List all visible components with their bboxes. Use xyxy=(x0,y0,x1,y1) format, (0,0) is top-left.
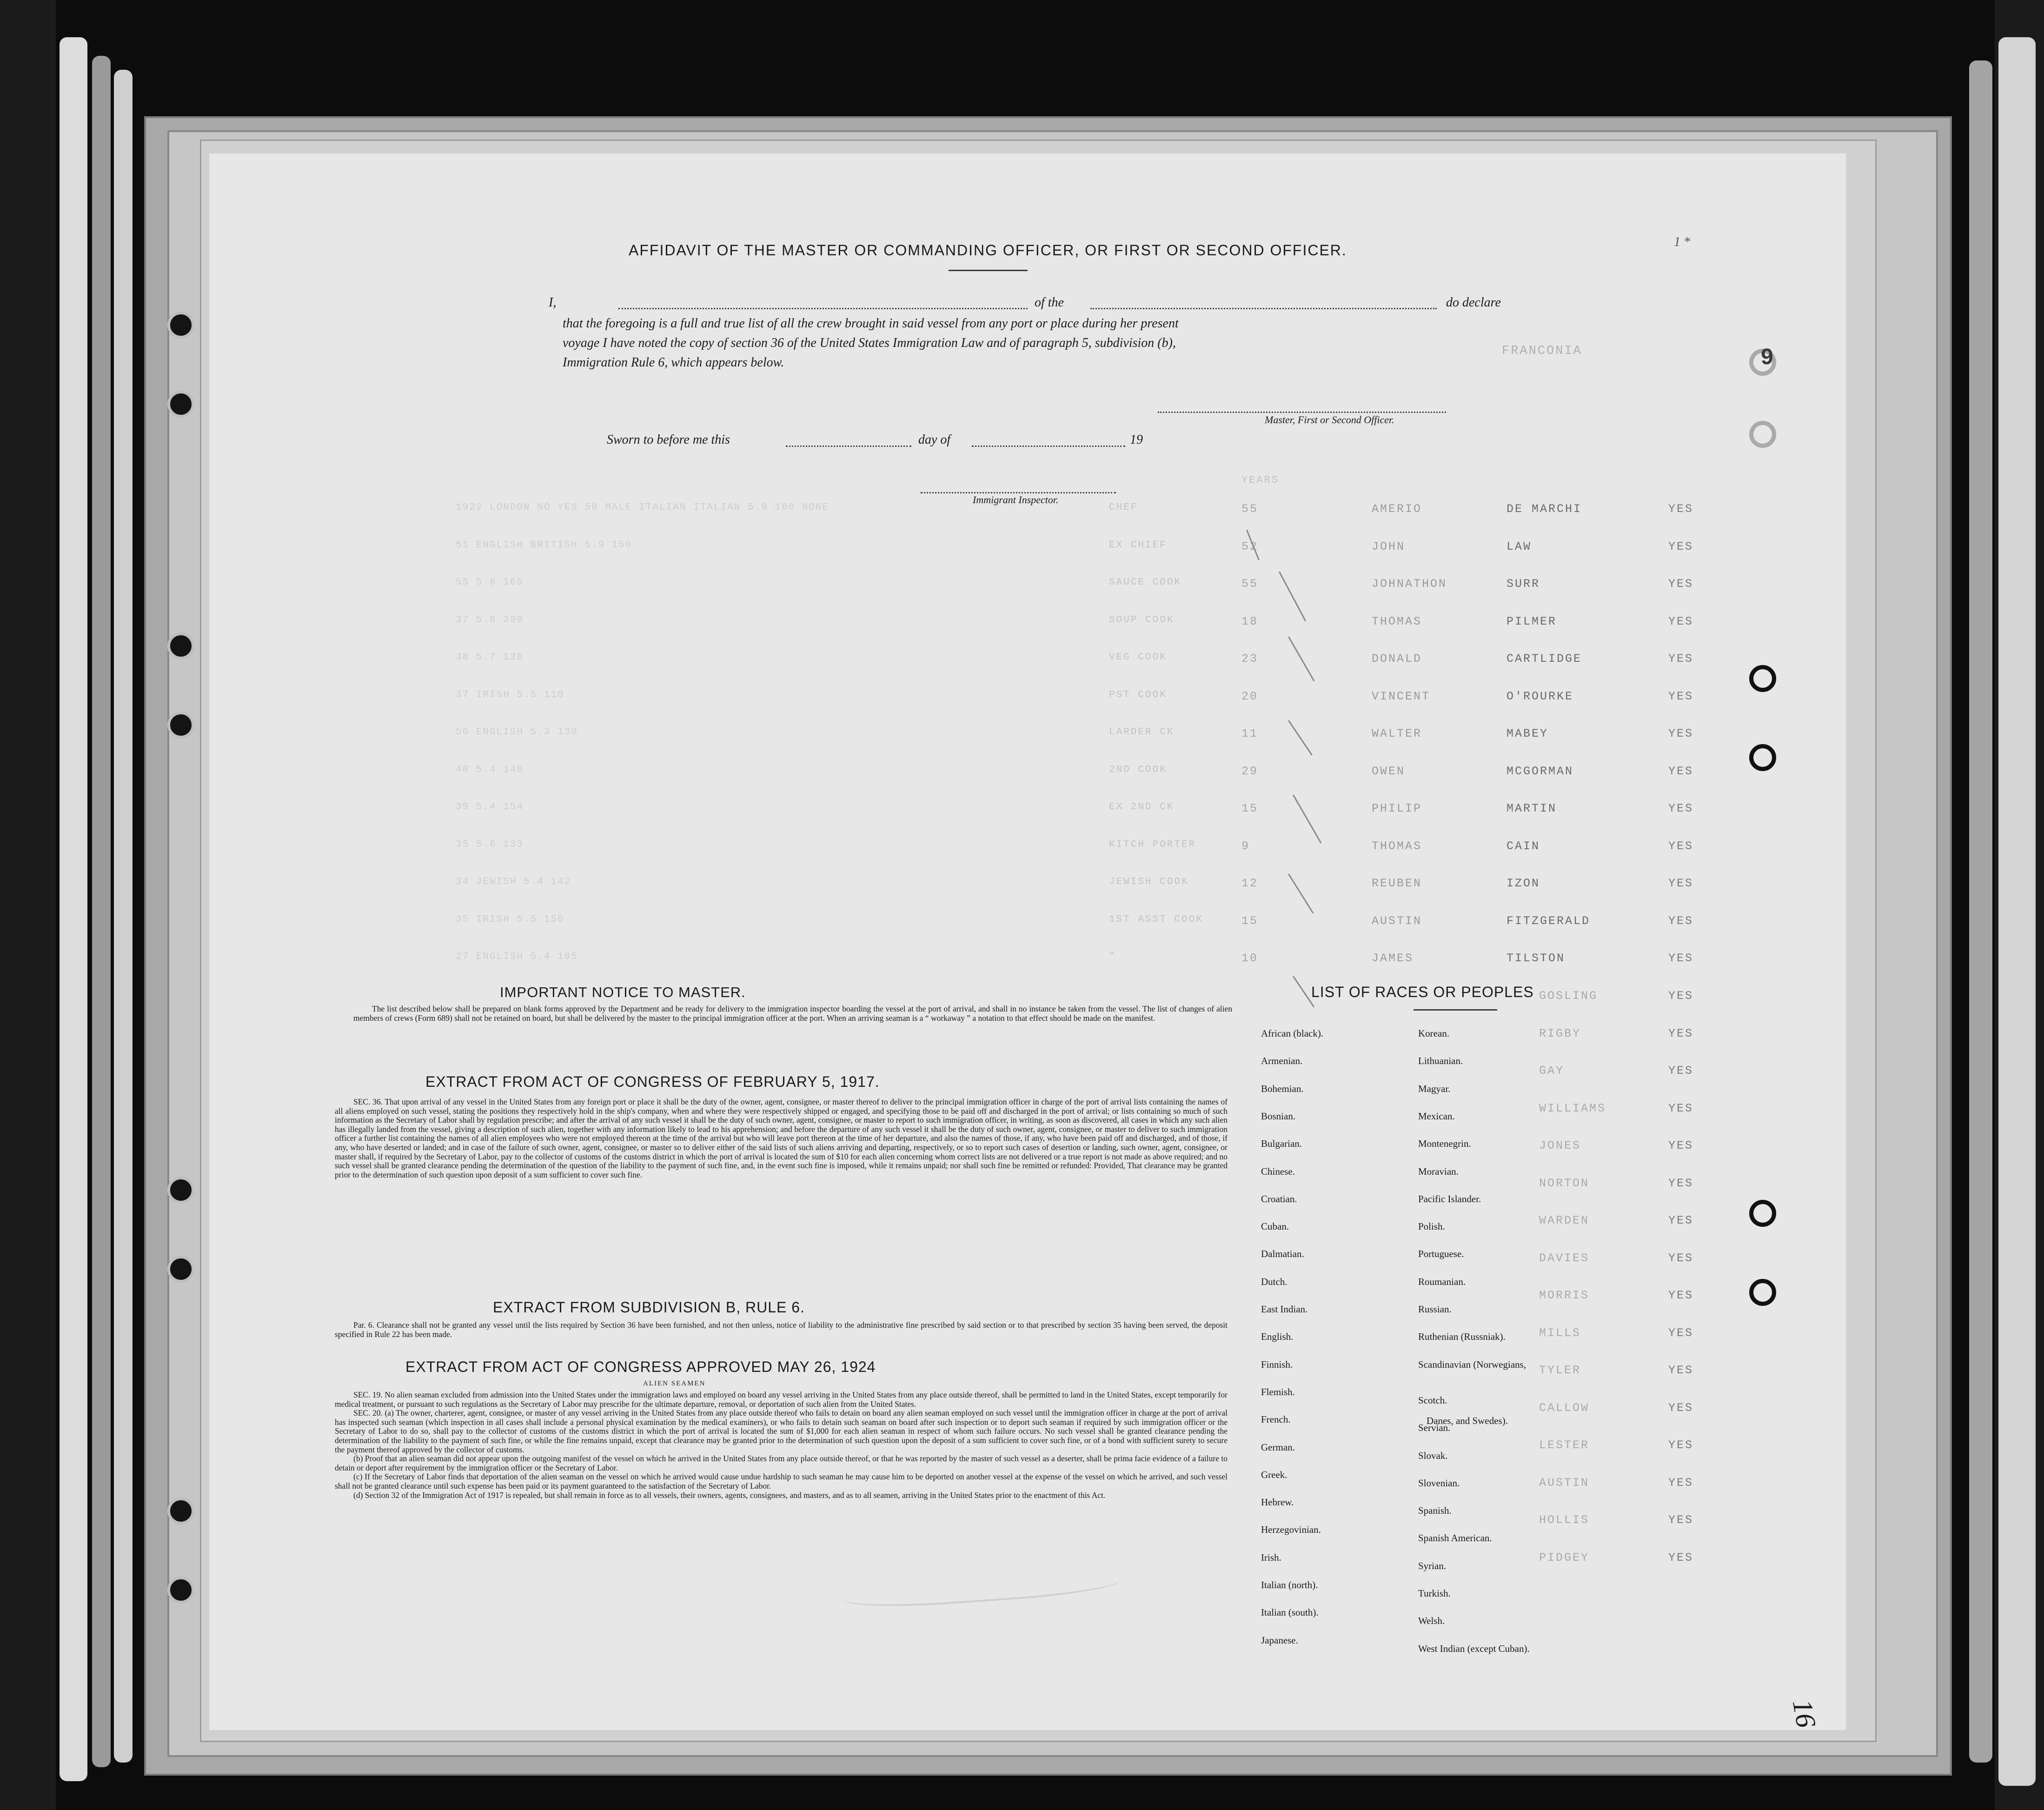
bleed-yes: YES xyxy=(1668,802,1694,815)
bleed-yes: YES xyxy=(1668,539,1694,553)
vessel-name-field[interactable] xyxy=(1090,308,1437,309)
race-item: Croatian. xyxy=(1261,1193,1297,1204)
race-item: Magyar. xyxy=(1418,1083,1451,1094)
race-item: Mexican. xyxy=(1418,1110,1455,1122)
bleed-surname: CARTLIDGE xyxy=(1506,652,1582,665)
bleed-age: 55 xyxy=(1241,502,1259,516)
bleed-age: 15 xyxy=(1241,802,1259,815)
bleed-yes: YES xyxy=(1668,1026,1694,1040)
bleed-surname: JONES xyxy=(1539,1139,1581,1152)
punch-hole xyxy=(167,1256,194,1283)
race-item: Chinese. xyxy=(1261,1165,1295,1177)
punch-hole xyxy=(167,1177,194,1204)
bleed-rating: EX CHIEF xyxy=(1109,539,1167,551)
bleed-surname: CALLOW xyxy=(1539,1401,1590,1415)
race-item: African (black). xyxy=(1261,1028,1324,1039)
punch-hole-right xyxy=(1749,1200,1776,1227)
bleed-age: 52 xyxy=(1241,539,1259,553)
bleed-yes: YES xyxy=(1668,914,1694,928)
bleed-misc: 37 5.8 200 xyxy=(456,614,524,626)
bleed-given: JOHNATHON xyxy=(1372,577,1447,591)
bleed-yes: YES xyxy=(1668,1139,1694,1152)
bleed-surname: MARTIN xyxy=(1506,802,1557,815)
races-title: LIST OF RACES OR PEOPLES xyxy=(1311,984,1534,1000)
bleed-surname: CAIN xyxy=(1506,839,1540,853)
master-signature-field[interactable] xyxy=(1158,412,1446,413)
punch-hole-right xyxy=(1749,1279,1776,1306)
bleed-misc: 55 5.6 165 xyxy=(456,577,524,588)
bleed-given: DONALD xyxy=(1372,652,1422,665)
race-item: East Indian. xyxy=(1261,1304,1308,1315)
bleed-given: THOMAS xyxy=(1372,614,1422,628)
race-item: Dalmatian. xyxy=(1261,1248,1304,1260)
sworn-month-field[interactable] xyxy=(972,446,1125,447)
race-item: Scotch. xyxy=(1418,1394,1447,1406)
left-roll-3 xyxy=(114,70,133,1763)
pencil-tick xyxy=(1288,873,1314,913)
bleed-given: OWEN xyxy=(1372,764,1406,778)
race-item: German. xyxy=(1261,1441,1295,1453)
extract-1924-subtitle: ALIEN SEAMEN xyxy=(643,1380,706,1387)
bleed-yes: YES xyxy=(1668,1364,1694,1377)
bleed-yes: YES xyxy=(1668,1064,1694,1078)
bleed-rating: 1ST ASST COOK xyxy=(1109,914,1203,925)
bleed-surname: LAW xyxy=(1506,539,1532,553)
race-item: Hebrew. xyxy=(1261,1497,1294,1508)
bleed-age: 11 xyxy=(1241,727,1259,740)
left-roll-1 xyxy=(60,37,87,1781)
bleed-surname: MORRIS xyxy=(1539,1289,1590,1302)
bleed-misc: 39 5.4 154 xyxy=(456,802,524,812)
bleed-given: JAMES xyxy=(1372,952,1414,965)
race-item: French. xyxy=(1261,1414,1291,1425)
race-item: English. xyxy=(1261,1331,1294,1343)
affidavit-line-2: that the foregoing is a full and true list of all the crew brought in said vessel from any port or place during her present xyxy=(563,316,1179,331)
extract-1917-body: SEC. 36. That upon arrival of any vessel in the United States from any foreign port or place it shall be the duty of the owner, agent, consignee, or master thereof to deliver to the principal immigration officer in charge of the port of arrival lists containing the names of all aliens employed on such vessel, stating the positions they respectively hold in the ship's company, when and where they were respectively shipped or engaged, and specifying those to be paid off and discharged in the port of arrival; or lists containing so much of such information as the Secretary of Labor shall by regulation prescribe; and after the arrival of any such vessel it shall be the duty of such owner, agent, consignee, or master to report to such immigration officer, in writing, as soon as discovered, all cases in which any such alien has illegally landed from the vessel, giving a description of such alien, together with any information likely to lead to his apprehension; and before the departure of any such vessel it shall be the duty of such owner, agent, consignee, or master to deliver to such immigration officer a further list containing the names of all alien employees who were not employed thereon at the time of the arrival but who will leave port thereon at the time of her departure, and also the names of those, if any, who have been paid off and discharged, and of those, if any, who have deserted or landed; and in case of the failure of such owner, agent, consignee, or master so to deliver either of the said lists of such aliens arriving and departing, respectively, or so to report such cases of desertion or landing, such owner, agent, consignee, or master shall, if required by the Secretary of Labor, pay to the collector of customs of the customs district in which the port of arrival is located the sum of $10 for each alien concerning whom correct lists are not delivered or a true report is not made as above required; and no such vessel shall be granted clearance pending the determination of the question of the liability to the payment of such fine, and, in the event such fine is imposed, while it remains unpaid; nor shall such fine be remitted or refunded: Provided, That clearance may be granted prior to the determination of such question upon deposit of a sum sufficient to cover such fine. xyxy=(335,1097,1228,1179)
bleed-age: 9 xyxy=(1241,839,1250,853)
bleed-rating: KITCH PORTER xyxy=(1109,839,1196,850)
race-item: Dutch. xyxy=(1261,1276,1287,1287)
manifest-page xyxy=(209,153,1846,1730)
bleed-given: JOHN xyxy=(1372,539,1406,553)
bleed-yes: YES xyxy=(1668,764,1694,778)
bleed-surname: GOSLING xyxy=(1539,989,1598,1003)
bleed-surname: NORTON xyxy=(1539,1176,1590,1190)
bleed-yes: YES xyxy=(1668,652,1694,665)
bleed-age: 15 xyxy=(1241,914,1259,928)
bleed-surname: TYLER xyxy=(1539,1364,1581,1377)
bleed-yes: YES xyxy=(1668,727,1694,740)
handwritten-signature-scrawl xyxy=(841,1562,1121,1611)
bleed-yes: YES xyxy=(1668,1401,1694,1415)
bleed-yes: YES xyxy=(1668,1176,1694,1190)
race-item: Armenian. xyxy=(1261,1055,1303,1067)
affidavit-title: AFFIDAVIT OF THE MASTER OR COMMANDING OFFICER, OR FIRST OR SECOND OFFICER. xyxy=(629,242,1347,259)
bleed-surname: RIGBY xyxy=(1539,1026,1581,1040)
bleed-surname: AUSTIN xyxy=(1539,1476,1590,1490)
bleed-rating: SOUP COOK xyxy=(1109,614,1175,626)
race-item: Portuguese. xyxy=(1418,1248,1464,1260)
race-item: Slovak. xyxy=(1418,1450,1448,1461)
race-item: Slovenian. xyxy=(1418,1477,1460,1489)
bleed-surname: MCGORMAN xyxy=(1506,764,1574,778)
bleed-given: PHILIP xyxy=(1372,802,1422,815)
notice-title: IMPORTANT NOTICE TO MASTER. xyxy=(500,984,746,1000)
bleed-surname: DAVIES xyxy=(1539,1251,1590,1265)
affidavit-of-the: of the xyxy=(1035,295,1064,310)
bleed-misc: 34 JEWISH 5.4 142 xyxy=(456,877,571,887)
bleed-rating: JEWISH COOK xyxy=(1109,877,1189,887)
bleed-surname: MILLS xyxy=(1539,1326,1581,1340)
notice-body: The list described below shall be prepared on blank forms approved by the Department and be ready for delivery to the immigration inspector boarding the vessel at the port of arrival, and shall in no instance be taken from the vessel. The list of changes of alien members of crews (Form 689) shall not be retained on board, but shall be delivered by the master to the principal immigration officer at the port. When an arriving seaman is a “ workaway ” a notation to that effect should be made on the manifest. xyxy=(353,1004,1232,1023)
bleed-surname: FITZGERALD xyxy=(1506,914,1591,928)
affidavit-pronoun: I, xyxy=(549,295,557,310)
bleed-yes: YES xyxy=(1668,502,1694,516)
bleed-given: WALTER xyxy=(1372,727,1422,740)
sworn-day-field[interactable] xyxy=(786,446,911,447)
bleed-misc: 27 ENGLISH 5.4 185 xyxy=(456,952,578,962)
extract-1917-title: EXTRACT FROM ACT OF CONGRESS OF FEBRUARY 5, 1917. xyxy=(425,1073,880,1090)
bleed-years-label: YEARS xyxy=(1241,474,1280,486)
bleed-yes: YES xyxy=(1668,614,1694,628)
bleed-misc: 38 5.7 128 xyxy=(456,652,524,663)
bleed-surname: WARDEN xyxy=(1539,1214,1590,1227)
left-roll-2 xyxy=(92,56,111,1767)
pencil-tick xyxy=(1288,637,1315,682)
pencil-tick xyxy=(1279,572,1306,621)
bleed-yes: YES xyxy=(1668,1438,1694,1452)
bleed-surname: HOLLIS xyxy=(1539,1513,1590,1527)
bleed-yes: YES xyxy=(1668,1326,1694,1340)
affidavit-line-4: Immigration Rule 6, which appears below. xyxy=(563,355,784,370)
bleed-misc: 40 5.4 140 xyxy=(456,764,524,775)
bleed-surname: PIDGEY xyxy=(1539,1550,1590,1564)
right-roll-2 xyxy=(1969,60,1992,1763)
master-signature-label: Master, First or Second Officer. xyxy=(1265,414,1394,426)
affidavit-do-declare: do declare xyxy=(1446,295,1501,310)
race-item: Spanish American. xyxy=(1418,1532,1492,1544)
bleed-yes: YES xyxy=(1668,989,1694,1003)
bleed-given: AUSTIN xyxy=(1372,914,1422,928)
affidavit-line-3: voyage I have noted the copy of section 36 of the United States Immigration Law and of paragraph 5, subdivision (b), xyxy=(563,336,1176,350)
punch-hole-right xyxy=(1749,421,1776,448)
bleed-yes: YES xyxy=(1668,1101,1694,1115)
bleed-rating: 2ND COOK xyxy=(1109,764,1167,775)
race-item: West Indian (except Cuban). xyxy=(1418,1643,1530,1654)
race-item: Korean. xyxy=(1418,1028,1450,1039)
sworn-day-of: day of xyxy=(918,433,951,447)
pencil-tick xyxy=(1293,795,1322,844)
race-item: Polish. xyxy=(1418,1221,1445,1232)
bleed-yes: YES xyxy=(1668,689,1694,703)
bleed-given: VINCENT xyxy=(1372,689,1431,703)
race-item: Pacific Islander. xyxy=(1418,1193,1481,1204)
race-item: Cuban. xyxy=(1261,1221,1289,1232)
race-item: Flemish. xyxy=(1261,1386,1295,1397)
bleed-rating: CHEF xyxy=(1109,502,1138,513)
punch-hole xyxy=(167,632,194,659)
bleed-yes: YES xyxy=(1668,1214,1694,1227)
bleed-rating: VEG COOK xyxy=(1109,652,1167,663)
race-item: Greek. xyxy=(1261,1469,1287,1480)
left-binding xyxy=(0,0,56,1810)
race-item: Bohemian. xyxy=(1261,1083,1304,1094)
bleed-age: 20 xyxy=(1241,689,1259,703)
race-item: Moravian. xyxy=(1418,1165,1459,1177)
race-item: Russian. xyxy=(1418,1304,1452,1315)
sworn-year: 19 xyxy=(1130,433,1143,447)
bleed-surname: GAY xyxy=(1539,1064,1565,1078)
bleed-surname: MABEY xyxy=(1506,727,1549,740)
bleed-yes: YES xyxy=(1668,839,1694,853)
bleed-age: 55 xyxy=(1241,577,1259,591)
bleed-misc: 1922 LONDON NO YES 50 MALE ITALIAN ITALIAN 5.9 160 NONE xyxy=(456,502,830,513)
extract-1924-body: SEC. 19. No alien seaman excluded from admission into the United States under the immigration laws and employed on board any vessel arriving in the United States from any place outside thereof, shall be permitted to land in the United States, except temporarily for medical treatment, or pursuant to such regulations as the Secretary of Labor may prescribe for the ultimate departure, removal, or deportation of such alien from the United States. SEC. 20. (a) The owner, charterer, agent, consignee, or master of any vessel arriving in the United States from any place outside thereof who fails to detain on board any alien seaman employed on such vessel until the immigration officer in charge at the port of arrival has inspected such seaman (which inspection in all cases shall include a personal physical examination by the medical examiners), or who fails to detain such seaman on board after such inspection or to deport such seaman if required by such immigration officer or the Secretary of Labor to do so, shall pay to the collector of customs of the customs district in which the port of arrival is located the sum of $1,000 for each alien seaman in respect of whom such failure occurs. No such vessel shall be granted clearance pending the determination of the liability to the payment of such fine, or while the fine remains unpaid, except that clearance may be granted prior to the determination of such question upon the deposit of a sum sufficient to cover such fine, or of a bond with sufficient surety to secure the payment thereof approved by the collector of customs. (b) Proof that an alien seaman did not appear upon the outgoing manifest of the vessel on which he arrived in the United States from any place outside thereof, or that he was reported by the master of such vessel as a deserter, shall be prima facie evidence of a failure to detain or deport after requirement by the immigration officer or the Secretary of Labor. (c) If the Secretary of Labor finds that deportation of the alien seaman on the vessel on which he arrived would cause undue hardship to such seaman he may cause him to be deported on another vessel at the expense of the vessel on which he arrived, and such vessel shall not be granted clearance until such expense has been paid or its payment guaranteed to the satisfaction of the Secretary of Labor. (d) Section 32 of the Immigration Act of 1917 is repealed, but shall remain in force as to all vessels, their owners, agents, consignees, and masters, and as to all seamen, arriving in the United States prior to the enactment of this Act. xyxy=(335,1390,1228,1500)
inspector-signature-field[interactable] xyxy=(921,492,1116,493)
race-item: Finnish. xyxy=(1261,1358,1293,1370)
race-item: Italian (north). xyxy=(1261,1579,1318,1590)
pencil-tick xyxy=(1288,720,1313,755)
bleed-surname: SURR xyxy=(1506,577,1540,591)
bleed-misc: 37 IRISH 5.5 110 xyxy=(456,689,564,700)
bleed-rating: PST COOK xyxy=(1109,689,1167,700)
immigrant-inspector-label: Immigrant Inspector. xyxy=(973,494,1059,506)
bleed-surname: O'ROURKE xyxy=(1506,689,1574,703)
handwritten-corner-mark: 1 * xyxy=(1674,235,1690,249)
declarant-name-field[interactable] xyxy=(618,308,1028,309)
punch-hole xyxy=(167,1497,194,1524)
race-item: Herzegovinian. xyxy=(1261,1524,1321,1536)
bleed-age: 29 xyxy=(1241,764,1259,778)
handwritten-page-number: 16 xyxy=(1786,1697,1822,1730)
bleed-rating: " xyxy=(1109,952,1116,962)
bleed-yes: YES xyxy=(1668,1513,1694,1527)
bleed-age: 12 xyxy=(1241,877,1259,890)
bleed-yes: YES xyxy=(1668,1289,1694,1302)
bleed-surname: LESTER xyxy=(1539,1438,1590,1452)
race-item: Irish. xyxy=(1261,1551,1281,1563)
race-item: Scandinavian (Norwegians, xyxy=(1418,1358,1526,1370)
race-item: Welsh. xyxy=(1418,1615,1445,1627)
bleed-surname: WILLIAMS xyxy=(1539,1101,1606,1115)
bleed-yes: YES xyxy=(1668,1476,1694,1490)
right-roll-1 xyxy=(1998,37,2036,1786)
extract-1924-title: EXTRACT FROM ACT OF CONGRESS APPROVED MAY 26, 1924 xyxy=(405,1358,876,1375)
sworn-text: Sworn to before me this xyxy=(607,433,730,447)
race-item: Bosnian. xyxy=(1261,1110,1296,1122)
race-scandinavian-continued: Danes, and Swedes). xyxy=(1427,1415,1508,1426)
affidavit-title-rule xyxy=(949,270,1028,271)
bleed-rating: LARDER CK xyxy=(1109,727,1175,738)
race-item: Spanish. xyxy=(1418,1505,1452,1517)
bleed-given: REUBEN xyxy=(1372,877,1422,890)
bleed-surname: DE MARCHI xyxy=(1506,502,1582,516)
bleed-rating: SAUCE COOK xyxy=(1109,577,1182,588)
rule-6-title: EXTRACT FROM SUBDIVISION B, RULE 6. xyxy=(493,1299,805,1316)
races-title-rule xyxy=(1414,1009,1497,1011)
bleed-misc: 51 ENGLISH BRITISH 5.9 150 xyxy=(456,539,632,551)
bleed-yes: YES xyxy=(1668,1550,1694,1564)
punch-hole xyxy=(167,1577,194,1604)
bleed-yes: YES xyxy=(1668,577,1694,591)
bleed-rating: EX 2ND CK xyxy=(1109,802,1175,812)
bleed-yes: YES xyxy=(1668,877,1694,890)
bleed-given: THOMAS xyxy=(1372,839,1422,853)
race-item: Ruthenian (Russniak). xyxy=(1418,1331,1506,1343)
bleed-given: AMERIO xyxy=(1372,502,1422,516)
bleed-misc: 50 ENGLISH 5.3 130 xyxy=(456,727,578,738)
bleed-yes: YES xyxy=(1668,952,1694,965)
bleed-misc: 35 IRISH 5.5 150 xyxy=(456,914,564,925)
race-item: Syrian. xyxy=(1418,1560,1447,1571)
bleed-age: 18 xyxy=(1241,614,1259,628)
bleed-yes: YES xyxy=(1668,1251,1694,1265)
bleed-age: 10 xyxy=(1241,952,1259,965)
punch-hole-right xyxy=(1749,744,1776,771)
bleed-vessel-name: FRANCONIA xyxy=(1502,344,1582,358)
race-item: Roumanian. xyxy=(1418,1276,1466,1287)
bleed-age: 23 xyxy=(1241,652,1259,665)
bleed-surname: TILSTON xyxy=(1506,952,1566,965)
bleed-surname: PILMER xyxy=(1506,614,1557,628)
race-item: Turkish. xyxy=(1418,1588,1451,1599)
punch-hole xyxy=(167,712,194,739)
punch-hole-right xyxy=(1749,665,1776,692)
bleed-surname: IZON xyxy=(1506,877,1540,890)
race-item: Bulgarian. xyxy=(1261,1138,1302,1150)
bleed-page-number: 9 xyxy=(1761,345,1775,369)
rule-6-body: Par. 6. Clearance shall not be granted any vessel until the lists required by Section 36 have been furnished, and not then unless, notice of liability to the administrative fine prescribed by said section or to that prescribed by section 35 having been served, the deposit specified in Rule 22 has been made. xyxy=(335,1320,1228,1339)
race-item: Lithuanian. xyxy=(1418,1055,1463,1067)
race-item: Servian. xyxy=(1418,1422,1451,1434)
bleed-misc: 35 5.6 133 xyxy=(456,839,524,850)
race-item: Italian (south). xyxy=(1261,1607,1319,1618)
race-item: Montenegrin. xyxy=(1418,1138,1471,1150)
race-item: Japanese. xyxy=(1261,1634,1298,1646)
punch-hole xyxy=(167,312,194,339)
punch-hole xyxy=(167,391,194,418)
